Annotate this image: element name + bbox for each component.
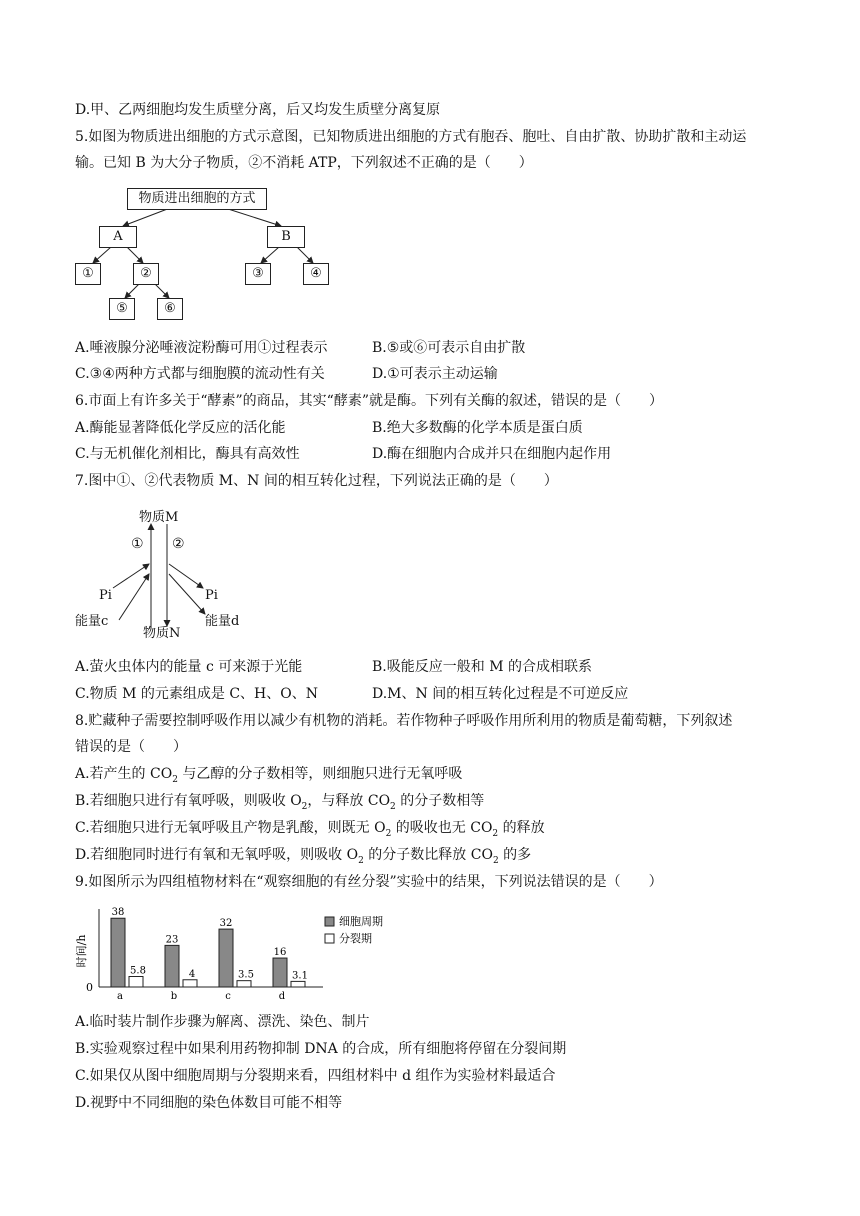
q8-option-d-text2: 的分子数比释放 CO xyxy=(363,847,493,863)
q4-option-d: D.甲、乙两细胞均发生质壁分离，后又均发生质壁分离复原 xyxy=(75,102,441,118)
q5-node-2: ② xyxy=(133,263,159,285)
x-tick-b: b xyxy=(170,991,178,1002)
q8-option-d-text1: D.若细胞同时进行有氧和无氧呼吸，则吸收 O xyxy=(75,847,359,863)
q5-node-5: ⑤ xyxy=(109,298,135,320)
q9-option-b: B.实验观察过程中如果利用药物抑制 DNA 的合成，所有细胞将停留在分裂间期 xyxy=(75,1041,567,1057)
q5-node-1: ① xyxy=(75,263,101,285)
legend-swatch-分裂期 xyxy=(325,934,334,943)
q8-option-a-sub: 2 xyxy=(172,774,178,785)
q8-option-a-text2: 与乙醇的分子数相等，则细胞只进行无氧呼吸 xyxy=(177,766,463,782)
q9-bar-chart xyxy=(75,903,405,1003)
x-tick-c: c xyxy=(225,991,231,1002)
data-label-细胞周期-b: 23 xyxy=(165,934,179,946)
q5-option-d: D.①可表示主动运输 xyxy=(372,366,498,382)
q5-node-a: A xyxy=(99,226,137,248)
q8-stem-line2: 错误的是（ ） xyxy=(75,739,187,755)
q6-option-b: B.绝大多数酶的化学本质是蛋白质 xyxy=(372,420,583,436)
q9-option-a: A.临时装片制作步骤为解离、漂洗、染色、制片 xyxy=(75,1014,370,1030)
q6-option-d: D.酶在细胞内合成并只在细胞内起作用 xyxy=(372,446,612,462)
q8-option-b xyxy=(75,791,484,811)
q9-option-d: D.视野中不同细胞的染色体数目可能不相等 xyxy=(75,1095,343,1111)
q5-node-b: B xyxy=(267,226,305,248)
q7-label-process-2: ② xyxy=(172,536,185,552)
q5-node-6: ⑥ xyxy=(157,298,183,320)
q7-label-pi-left: Pi xyxy=(99,588,112,603)
q5-diagram xyxy=(75,186,335,326)
q8-option-c-sub2: 2 xyxy=(492,828,499,839)
bar-细胞周期-d xyxy=(273,958,287,987)
bar-细胞周期-b xyxy=(165,945,179,987)
bar-分裂期-b xyxy=(183,980,197,987)
q8-option-b-sub1: 2 xyxy=(301,801,308,812)
q8-option-c-text1: C.若细胞只进行无氧呼吸且产物是乳酸，则既无 O xyxy=(75,820,386,836)
q8-option-c-text2: 的吸收也无 CO xyxy=(391,820,493,836)
q8-option-d-sub1: 2 xyxy=(358,855,364,866)
q8-option-b-text3: 的分子数相等 xyxy=(395,793,485,809)
q5-root-box: 物质进出细胞的方式 xyxy=(127,188,267,210)
q5-node-3: ③ xyxy=(245,263,271,285)
q5-node-4: ④ xyxy=(303,263,329,285)
data-label-分裂期-d: 3.1 xyxy=(292,970,308,982)
y-axis-label: 时间/h xyxy=(75,934,88,968)
data-label-细胞周期-a: 38 xyxy=(111,907,125,919)
q8-option-c xyxy=(75,818,545,838)
q5-option-b: B.⑤或⑥可表示自由扩散 xyxy=(372,340,526,356)
bar-分裂期-c xyxy=(237,981,251,987)
q5-option-c: C.③④两种方式都与细胞膜的流动性有关 xyxy=(75,366,325,382)
x-tick-d: d xyxy=(278,991,286,1002)
q8-option-d-sub2: 2 xyxy=(492,855,499,866)
q7-stem: 7.图中①、②代表物质 M、N 间的相互转化过程，下列说法正确的是（ ） xyxy=(75,473,558,489)
q7-label-process-1: ① xyxy=(131,536,144,552)
q8-option-d-text3: 的多 xyxy=(498,847,532,863)
q5-stem-line2: 输。已知 B 为大分子物质，②不消耗 ATP，下列叙述不正确的是（ ） xyxy=(75,155,533,171)
bar-分裂期-a xyxy=(129,977,143,987)
q6-option-a: A.酶能显著降低化学反应的活化能 xyxy=(75,420,286,436)
data-label-分裂期-c: 3.5 xyxy=(238,969,254,981)
origin-label: 0 xyxy=(86,981,93,994)
q7-option-c: C.物质 M 的元素组成是 C、H、O、N xyxy=(75,686,318,702)
q7-option-d: D.M、N 间的相互转化过程是不可逆反应 xyxy=(372,686,629,702)
q8-option-a-text1: A.若产生的 CO xyxy=(75,766,173,782)
bar-细胞周期-c xyxy=(219,929,233,987)
q5-stem-line1: 5.如图为物质进出细胞的方式示意图，已知物质进出细胞的方式有胞吞、胞吐、自由扩散、协助扩散和主动运 xyxy=(75,129,747,145)
q8-stem-line1: 8.贮藏种子需要控制呼吸作用以减少有机物的消耗。若作物种子呼吸作用所利用的物质是葡萄糖，下列叙述 xyxy=(75,713,733,729)
q8-option-d xyxy=(75,845,531,865)
data-label-细胞周期-d: 16 xyxy=(273,947,287,959)
q8-option-b-sub2: 2 xyxy=(390,801,396,812)
q7-label-m: 物质M xyxy=(139,510,179,525)
q7-label-energy-d: 能量d xyxy=(205,614,240,629)
bar-分裂期-d xyxy=(291,981,305,987)
q7-option-a: A.萤火虫体内的能量 c 可来源于光能 xyxy=(75,659,303,675)
q7-label-energy-c: 能量c xyxy=(75,614,109,629)
q8-option-b-text1: B.若细胞只进行有氧呼吸，则吸收 O xyxy=(75,793,302,809)
q9-stem: 9.如图所示为四组植物材料在“观察细胞的有丝分裂”实验中的结果，下列说法错误的是（ ） xyxy=(75,874,663,890)
q9-option-c: C.如果仅从图中细胞周期与分裂期来看，四组材料中 d 组作为实验材料最适合 xyxy=(75,1068,556,1084)
legend-label-分裂期: 分裂期 xyxy=(339,932,372,945)
legend-label-细胞周期: 细胞周期 xyxy=(339,915,383,928)
q6-option-c: C.与无机催化剂相比，酶具有高效性 xyxy=(75,446,300,462)
q8-option-a xyxy=(75,764,462,784)
x-tick-a: a xyxy=(117,991,123,1002)
q7-label-n: 物质N xyxy=(143,626,181,641)
bar-细胞周期-a xyxy=(111,918,125,987)
q7-option-b: B.吸能反应一般和 M 的合成相联系 xyxy=(372,659,592,675)
q8-option-c-text3: 的释放 xyxy=(498,820,545,836)
data-label-细胞周期-c: 32 xyxy=(219,918,233,930)
legend-swatch-细胞周期 xyxy=(325,917,334,926)
data-label-分裂期-a: 5.8 xyxy=(130,965,146,977)
q7-diagram xyxy=(75,508,275,648)
q8-option-b-text2: ，与释放 CO xyxy=(307,793,391,809)
q5-option-a: A.唾液腺分泌唾液淀粉酶可用①过程表示 xyxy=(75,340,328,356)
q6-stem: 6.市面上有许多关于“酵素”的商品，其实“酵素”就是酶。下列有关酶的叙述，错误的是（ ） xyxy=(75,393,663,409)
data-label-分裂期-b: 4 xyxy=(188,968,196,980)
q8-option-c-sub1: 2 xyxy=(385,828,392,839)
q7-label-pi-right: Pi xyxy=(205,588,218,603)
